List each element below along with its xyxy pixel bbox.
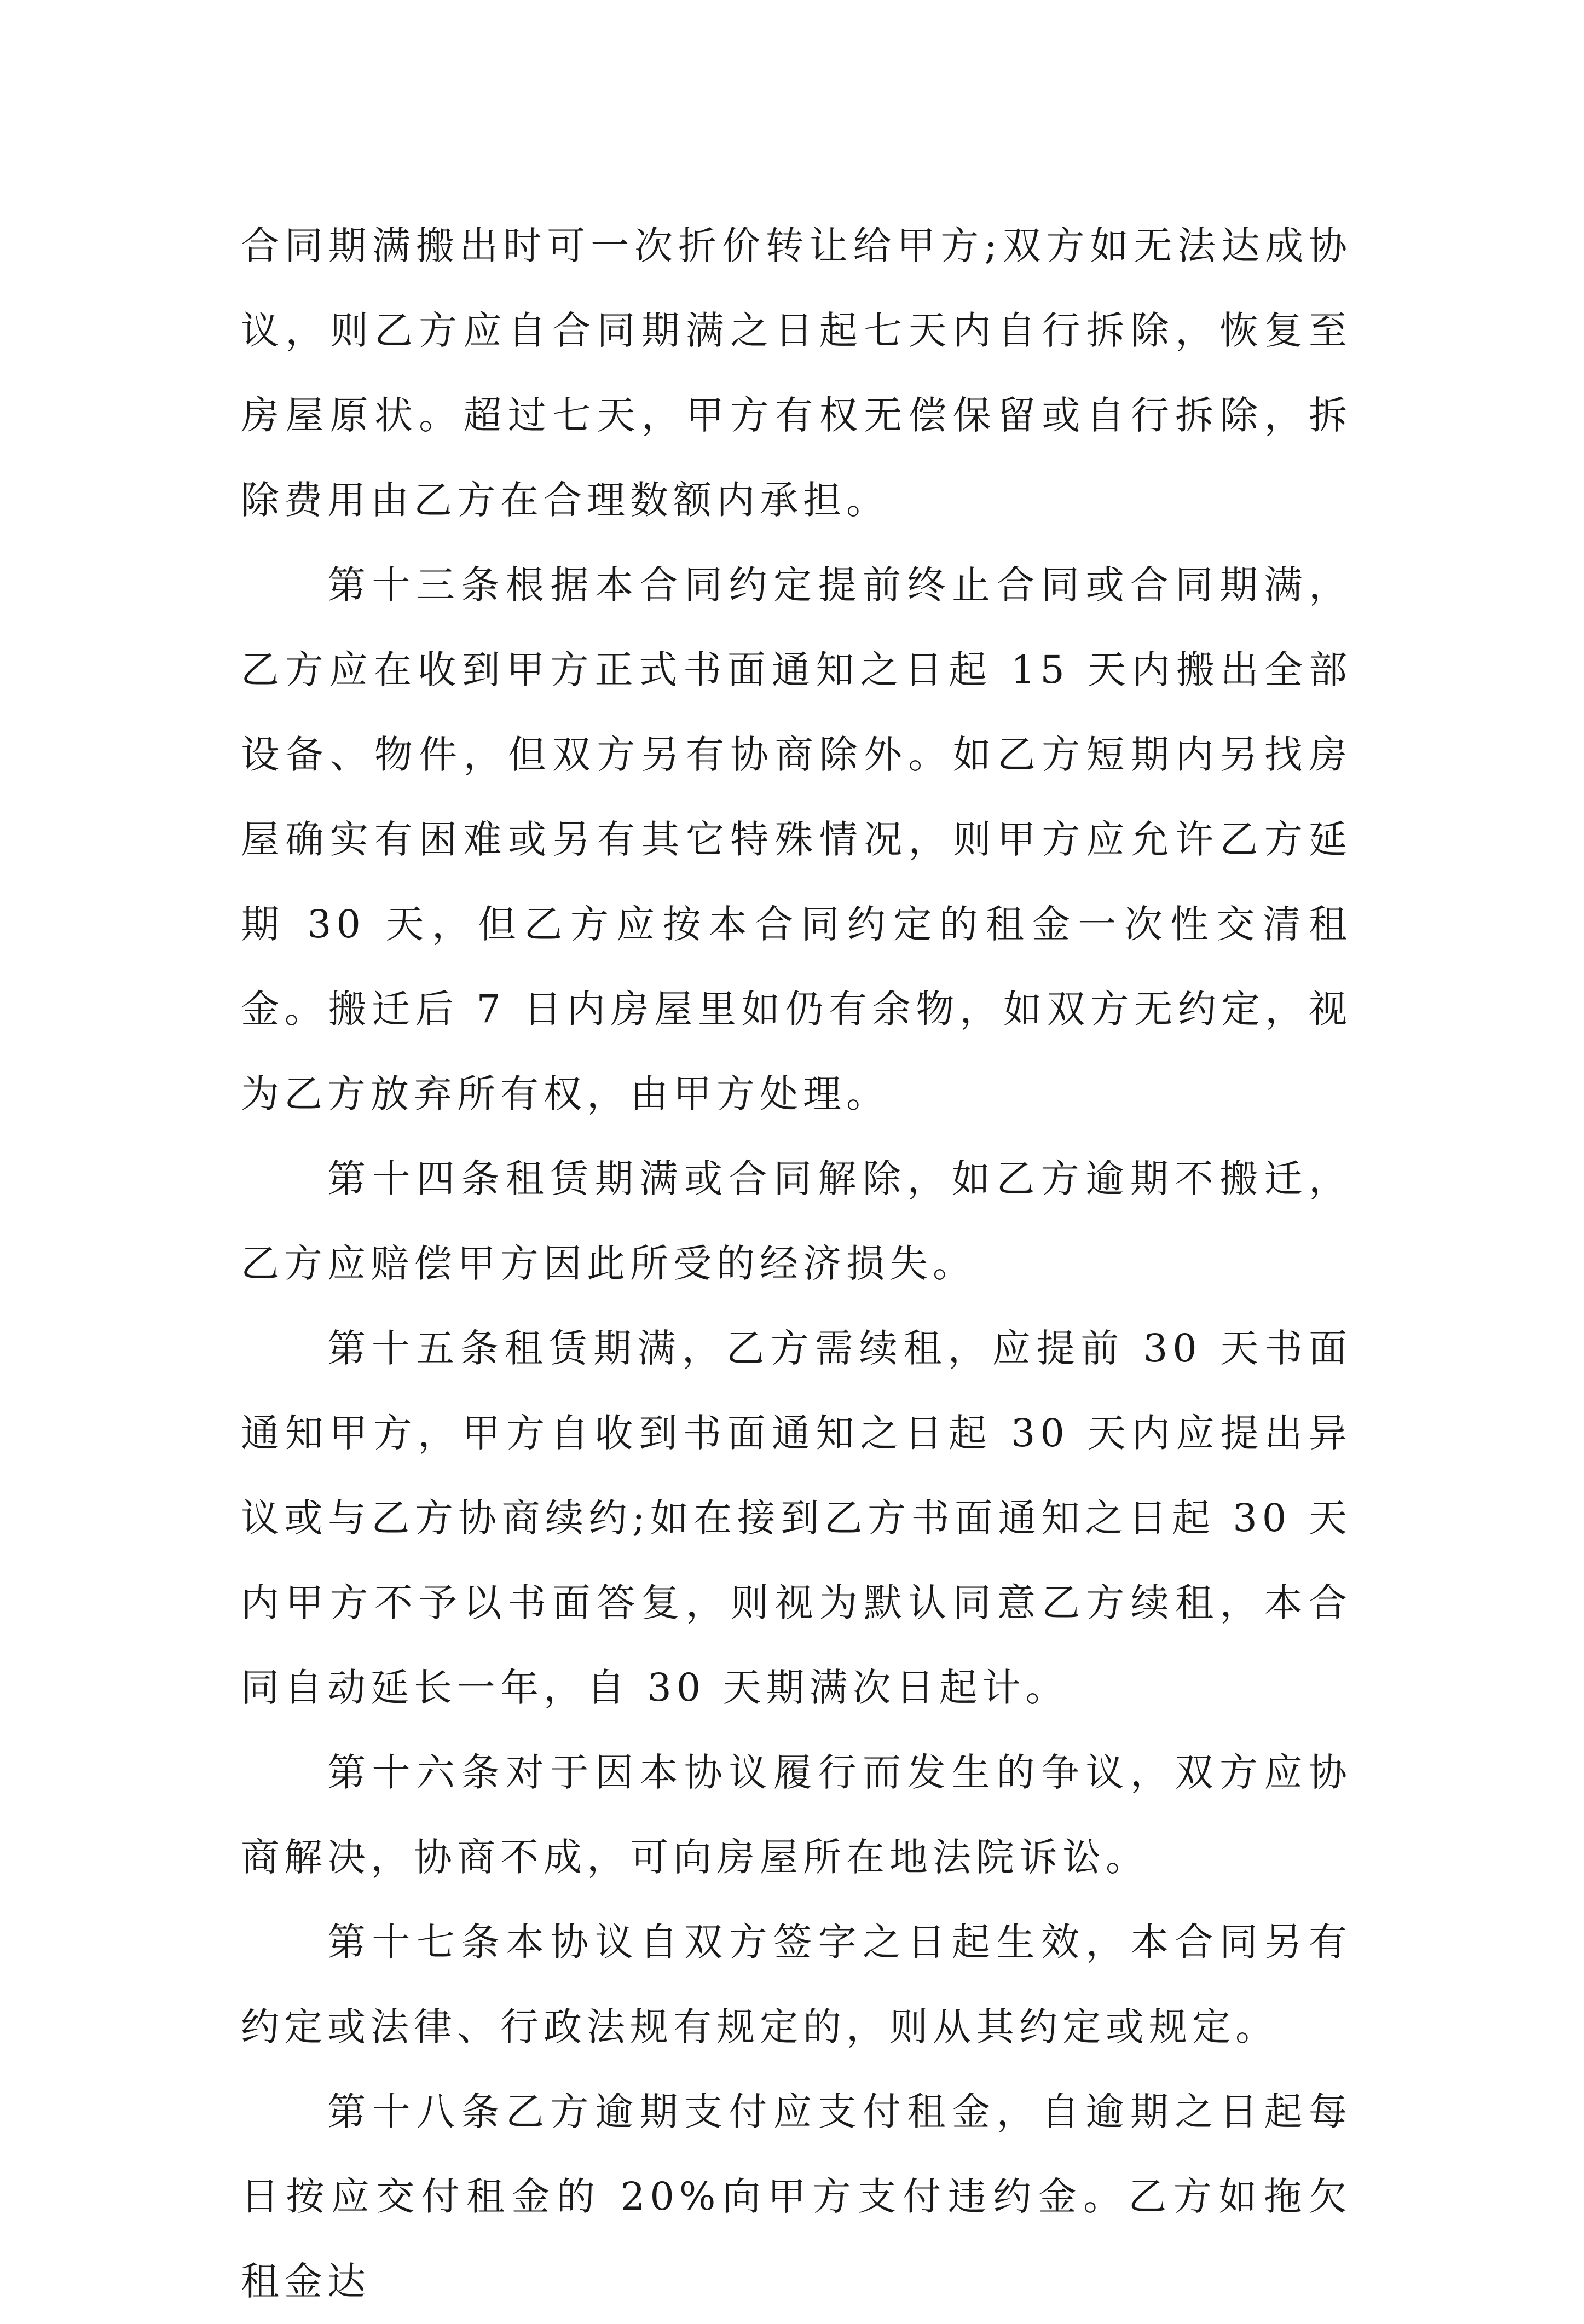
paragraph-article-15: 第十五条租赁期满，乙方需续租，应提前 30 天书面通知甲方，甲方自收到书面通知之日起 30 天内应提出异议或与乙方协商续约;如在接到乙方书面通知之日起 30 天内甲方不予以书面答复，则视为默认同意乙方续租，本合同自动延长一年，自 30 天期满次日起计。 bbox=[241, 1326, 1352, 1710]
paragraph-continuation: 合同期满搬出时可一次折价转让给甲方;双方如无法达成协议，则乙方应自合同期满之日起七天内自行拆除，恢复至房屋原状。超过七天，甲方有权无偿保留或自行拆除，拆除费用由乙方在合理数额内承担。 bbox=[241, 223, 1352, 523]
paragraph-article-14: 第十四条租赁期满或合同解除，如乙方逾期不搬迁，乙方应赔偿甲方因此所受的经济损失。 bbox=[241, 1156, 1352, 1286]
paragraph-article-18: 第十八条乙方逾期支付应支付租金，自逾期之日起每日按应交付租金的 20%向甲方支付违约金。乙方如拖欠租金达 bbox=[241, 2089, 1352, 2304]
paragraph-article-16: 第十六条对于因本协议履行而发生的争议，双方应协商解决，协商不成，可向房屋所在地法院诉讼。 bbox=[241, 1750, 1352, 1880]
paragraph-article-17: 第十七条本协议自双方签字之日起生效，本合同另有约定或法律、行政法规有规定的，则从其约定或规定。 bbox=[241, 1920, 1352, 2049]
paragraph-article-13: 第十三条根据本合同约定提前终止合同或合同期满，乙方应在收到甲方正式书面通知之日起 15 天内搬出全部设备、物件，但双方另有协商除外。如乙方短期内另找房屋确实有困难或另有其它特殊情况，则甲方应允许乙方延期 30 天，但乙方应按本合同约定的租金一次性交清租金。搬迁后 7 日内房屋里如仍有余物，如双方无约定，视为乙方放弃所有权，由甲方处理。 bbox=[241, 563, 1352, 1116]
contract-body bbox=[241, 204, 1352, 2324]
